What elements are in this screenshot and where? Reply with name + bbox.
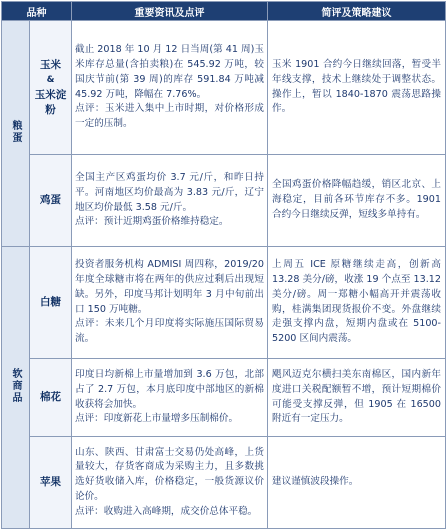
table-row [2,359,446,437]
product-cell [30,247,72,359]
table-row [2,21,446,155]
product-cell [30,437,72,529]
product-cell [30,155,72,247]
news-text: 山东、陕西、甘肃富士交易仍处高峰，上货量较大，存货客商成为采购主力，且多数挑选好货收储入库，价格稳定，一般货源议价论价。 点评：收购进入高峰期，成交价总体平稳。 [75,446,264,517]
news-cell [72,359,268,437]
product-cell [30,21,72,155]
comment-text: 全国鸡蛋价格降幅趋缓，销区北京、上海稳定，目前各环节库存不多。1901 合约今日继续反弹，短线多单持有。 [272,179,441,220]
product-name: 玉米淀粉 [34,88,67,116]
header-news: 重要资讯及点评 [72,2,268,21]
table-row [2,437,446,529]
comment-cell [268,247,446,359]
product-name: & [46,74,55,85]
product-name: 棉花 [40,391,61,403]
product-name: 鸡蛋 [40,194,61,206]
sector-label: 粮蛋 [10,120,21,144]
product-cell [30,359,72,437]
comment-cell [268,359,446,437]
report-table [1,1,446,529]
comment-text: 上周五 ICE 原糖继续走高，创新高 13.28 美分/磅，收涨 19 个点至 13.12 美分/磅。周一郑糖小幅高开并震荡收购，桂满集团现货报价不变。外盘继续走强支撑内盘，短期内盘或在 5100-5200 区间内震荡。 [272,259,441,345]
comment-text: 建议谨慎波段操作。 [272,476,359,488]
news-cell [72,247,268,359]
comment-text: 飓风迈克尔横扫美东南棉区，国内新年度进口关税配额暂不增，预计短期棉价可能受支撑反弹，但 1905 在 16500 附近有一定压力。 [272,368,441,425]
table-row [2,247,446,359]
comment-cell [268,437,446,529]
comment-text: 玉米 1901 合约今日继续回落，暂受半年线支撑，技术上继续处于调整状态。操作上，暂以 1840-1870 震荡思路操作。 [272,58,441,115]
news-cell [72,155,268,247]
comment-cell [268,21,446,155]
sector-label: 软商品 [10,368,21,404]
news-text: 全国主产区鸡蛋均价 3.7 元/斤，和昨日持平。河南地区均价最高为 3.83 元/斤，辽宁地区均价最低 3.58 元/斤。 点评：预计近期鸡蛋价格维持稳定。 [75,171,264,228]
sector-cell [2,21,30,247]
news-cell [72,21,268,155]
product-name: 白糖 [40,296,61,308]
news-text: 投资者服务机构 ADMISI 周四称，2019/20 年度全球糖市将在两年的供应过剩后出现短缺。另外，印度马邦计划明年 3 月中旬前出口 150 万吨糖。 点评：未来几个月印度将实际施压国际贸易流。 [75,259,264,345]
news-text: 印度日均新棉上市量增加到 3.6 万包，北部占了 2.7 万包，本月底印度中部地区的新棉收获将会加快。 点评：印度新花上市量增多压制棉价。 [75,368,264,425]
sector-cell [2,247,30,529]
header-sector: 品种 [2,2,72,21]
table-row [2,155,446,247]
comment-cell [268,155,446,247]
product-name: 苹果 [40,476,61,488]
news-text: 截止 2018 年 10 月 12 日当周(第 41 周)玉米库存总量(含拍卖粮)在 545.92 万吨，较国庆节前(第 39 周)的库存 591.84 万吨减 45.92 万吨，降幅在 7.76%。 点评：玉米进入集中上市时期，对价格形成一定的压制。 [75,44,264,130]
news-cell [72,437,268,529]
header-row [2,2,446,21]
header-comment: 简评及策略建议 [268,2,446,21]
product-name: 玉米 [40,58,61,71]
